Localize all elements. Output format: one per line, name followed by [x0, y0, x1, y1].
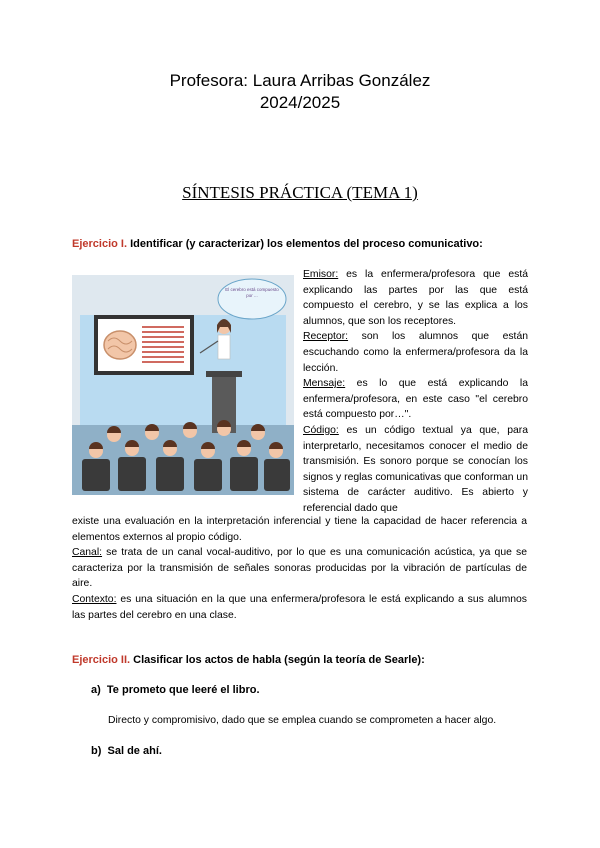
canal-label: Canal: — [72, 547, 103, 559]
item-b-label: b) — [91, 745, 102, 757]
exercise-1-number: Ejercicio I. — [72, 238, 128, 250]
speech-bubble-text: El cerebro está compuesto por ... — [225, 287, 279, 298]
header — [0, 70, 600, 114]
mensaje-label: Mensaje: — [303, 378, 346, 390]
item-a — [91, 684, 260, 696]
codigo-label: Código: — [303, 424, 339, 436]
item-a-text: Te prometo que leeré el libro. — [106, 684, 260, 696]
school-year: 2024/2025 — [259, 93, 341, 112]
item-b-text: Sal de ahí. — [107, 745, 162, 757]
exercise-1-heading — [72, 238, 483, 250]
receptor-text: son los alumnos que están escuchando como la enfermera/profesora da la lección. — [303, 331, 528, 374]
elements-side-text — [303, 267, 528, 517]
elements-full-text — [72, 514, 527, 623]
emisor-text: es la enfermera/profesora que está explicando las partes por las que está compuesto el cerebro, y se las explica a los alumnos, que son los receptores. — [303, 269, 528, 327]
page-title: SÍNTESIS PRÁCTICA (TEMA 1) — [182, 183, 418, 202]
exercise-2-heading — [72, 654, 425, 666]
mensaje-text: es lo que está explicando la enfermera/profesora, en este caso "el cerebro está compuesto por…". — [303, 378, 528, 421]
exercise-2-number: Ejercicio II. — [72, 654, 131, 666]
item-b — [91, 745, 162, 757]
canal-text: se trata de un canal vocal-auditivo, por lo que es una comunicación acústica, ya que se caracteriza por la transmisión de señales sonoras producidas por la vibración de partículas de aire. — [72, 547, 527, 590]
receptor-label: Receptor: — [303, 331, 349, 343]
classroom-illustration — [72, 275, 294, 495]
exercise-1-instruction: Identificar (y caracterizar) los elementos del proceso comunicativo: — [130, 238, 483, 250]
item-a-answer: Directo y compromisivo, dado que se emplea cuando se comprometen a hacer algo. — [108, 715, 497, 726]
codigo-text: es un código textual ya que, para interpretarlo, necesitamos conocer el medio de transmisión. Es sonoro porque se conocían los signos y reglas comunicativas que conforman un sistema de carácter auditivo. Es abierto y referencial dado que — [303, 424, 528, 514]
exercise-2-instruction: Clasificar los actos de habla (según la teoría de Searle): — [133, 654, 425, 666]
teacher-name: Profesora: Laura Arribas González — [169, 71, 431, 90]
contexto-text: es una situación en la que una enfermera/profesora le está explicando a sus alumnos las partes del cerebro en una clase. — [72, 593, 527, 621]
emisor-label: Emisor: — [303, 269, 339, 280]
codigo-continuation: existe una evaluación en la interpretación inferencial y tiene la capacidad de hacer referencia a elementos externos al propio código. — [72, 516, 527, 543]
item-a-label: a) — [91, 684, 101, 696]
contexto-label: Contexto: — [72, 593, 117, 605]
